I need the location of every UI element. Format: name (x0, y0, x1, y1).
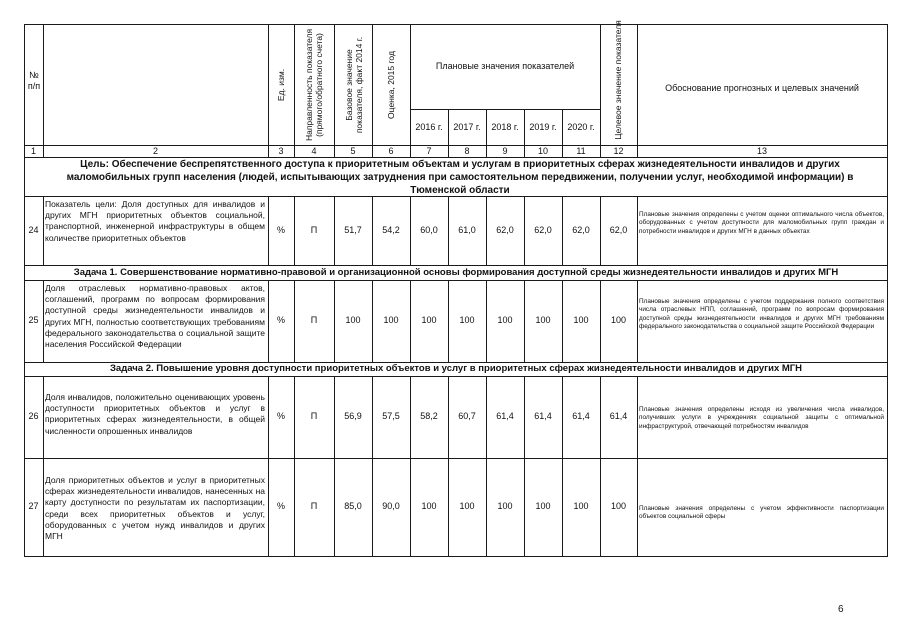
unit: % (276, 411, 285, 421)
justification-text: Плановые значения определены с учетом оценки оптимального числа объектов, оборудованных с учетом доступности для маломобильных групп граждан и потребности инвалидов и других МГН в данных объектах (639, 211, 884, 235)
rule (43, 196, 44, 265)
indicator-name: Доля отраслевых нормативно-правовых актов, соглашений, программ по вопросам формирования доступной среды жизнедеятельности инвалидов и других МГН, полностью соответствующих требованиям федерального законодательства о социальной защите населения Российской Федерации (45, 283, 265, 350)
rule (24, 24, 25, 556)
planned-value: 100 (421, 501, 437, 511)
page-number: 6 (838, 604, 844, 615)
indicator-name: Доля приоритетных объектов и услуг в приоритетных сферах жизнедеятельности инвалидов, нанесенных на карту доступности по результатам их паспортизации, среди всех приоритетных объектов и услуг, оборудованных с учетом нужд инвалидов и других МГН (45, 475, 265, 542)
header-direction (304, 25, 324, 145)
rule (637, 196, 638, 265)
planned-value: 61,4 (534, 411, 552, 421)
indicator-name: Доля инвалидов, положительно оценивающих уровень доступности приоритетных объектов и услуг в приоритетных сферах жизнедеятельности, в общей численности опрошенных инвалидов (45, 392, 265, 436)
header-planned: Плановые значения показателей (435, 61, 575, 71)
row-number: 24 (28, 225, 39, 235)
target-value: 62,0 (609, 225, 628, 235)
column-number: 10 (537, 146, 548, 156)
planned-value: 58,2 (420, 411, 438, 421)
row-number: 27 (28, 501, 39, 511)
goal-text: Цель: Обеспечение беспрепятственного доступа к приоритетным объектам и услугам в приоритетных сферах жизнедеятельности инвалидов и других маломобильных групп населения (людей, испытывающих затруднения при самостоятельном передвижении, получении услуг, необходимой информации) в Тюменской области (66, 159, 854, 196)
planned-value: 100 (497, 315, 513, 325)
planned-value: 61,4 (572, 411, 590, 421)
justification-text: Плановые значения определены с учетом эффективности паспортизации объектов социальной сферы (639, 505, 884, 521)
direction: П (310, 501, 318, 511)
planned-value: 62,0 (534, 225, 552, 235)
planned-value: 100 (421, 315, 437, 325)
unit: % (276, 225, 285, 235)
header-base-text: Базовое значение показателя, факт 2014 г. (344, 36, 364, 134)
column-number: 4 (311, 146, 317, 156)
header-estimate: Оценка, 2015 год (386, 51, 396, 119)
header-justification: Обоснование прогнозных и целевых значений (665, 83, 859, 93)
direction: П (310, 315, 318, 325)
header-target-text: Целевое значение показателя (613, 20, 623, 140)
rule (24, 556, 888, 557)
column-number: 8 (464, 146, 470, 156)
rule (268, 24, 269, 157)
justification-text: Плановые значения определены с учетом поддержания полного соответствия числа отраслевых НПП, соглашений, программ по вопросам формирования доступной среды жизнедеятельности инвалидов и других МГН требованиям федерального законодательства о социальной защите Российской Федерации (639, 298, 884, 331)
rule (24, 265, 888, 266)
estimate-2015: 100 (383, 315, 399, 325)
column-number: 3 (278, 146, 284, 156)
column-number: 9 (502, 146, 508, 156)
planned-value: 100 (497, 501, 513, 511)
target-value: 61,4 (609, 411, 628, 421)
planned-value: 61,4 (496, 411, 514, 421)
planned-value: 100 (573, 501, 589, 511)
rule (43, 458, 44, 556)
planned-value: 62,0 (572, 225, 590, 235)
planned-value: 100 (459, 315, 475, 325)
target-value: 100 (610, 501, 627, 511)
header-base (344, 25, 364, 145)
base-value: 51,7 (344, 225, 362, 235)
rule (24, 458, 888, 459)
indicator-name: Показатель цели: Доля доступных для инвалидов и других МГН приоритетных объектов социальной, транспортной, инженерной инфраструктуры в общем количестве приоритетных объектов (45, 199, 265, 243)
header-number-label: № п/п (27, 70, 41, 91)
column-number: 1 (30, 146, 36, 156)
unit: % (276, 315, 285, 325)
rule (637, 376, 638, 458)
rule (887, 24, 888, 556)
planned-value: 60,0 (420, 225, 438, 235)
header-year-1: 2016 г. (415, 122, 443, 132)
row-number: 25 (28, 315, 39, 325)
rule (637, 280, 638, 362)
planned-value: 62,0 (496, 225, 514, 235)
column-number: 6 (388, 146, 394, 156)
justification-text: Плановые значения определены исходя из увеличения числа инвалидов, получивших услуги в учреждениях социальной защиты с оптимальной инфраструктурой, отвечающей потребностям инвалидов (639, 406, 884, 430)
base-value: 100 (345, 315, 361, 325)
column-number: 12 (613, 146, 624, 156)
rule (24, 280, 888, 281)
header-direction-text: Направленность показателя (прямого/обратного счета) (304, 28, 324, 142)
base-value: 85,0 (344, 501, 362, 511)
column-number: 7 (426, 146, 432, 156)
planned-value: 60,7 (458, 411, 476, 421)
estimate-2015: 90,0 (382, 501, 400, 511)
header-target (613, 20, 623, 140)
task-2: Задача 2. Повышение уровня доступности приоритетных объектов и услуг в приоритетных сферах жизнедеятельности инвалидов и других МГН (109, 363, 803, 374)
planned-value: 100 (459, 501, 475, 511)
base-value: 56,9 (344, 411, 362, 421)
row-number: 26 (28, 411, 39, 421)
unit: % (276, 501, 285, 511)
rule (334, 24, 335, 157)
rule (43, 24, 44, 157)
header-unit: Ед. изм. (276, 68, 286, 102)
planned-value: 61,0 (458, 225, 476, 235)
planned-value: 100 (573, 315, 589, 325)
estimate-2015: 54,2 (382, 225, 400, 235)
direction: П (310, 225, 318, 235)
direction: П (310, 411, 318, 421)
header-year-5: 2020 г. (567, 122, 595, 132)
header-year-3: 2018 г. (491, 122, 519, 132)
rule (24, 24, 888, 25)
header-year-2: 2017 г. (453, 122, 481, 132)
column-number: 2 (152, 146, 158, 156)
rule (43, 376, 44, 458)
task-1: Задача 1. Совершенствование нормативно-правовой и организационной основы формирования доступной среды жизнедеятельности инвалидов и других МГН (73, 267, 839, 278)
rule (410, 24, 411, 157)
rule (410, 109, 600, 110)
column-number: 13 (756, 146, 767, 156)
target-value: 100 (610, 315, 627, 325)
rule (294, 24, 295, 157)
rule (24, 376, 888, 377)
rule (600, 24, 601, 157)
column-number: 11 (576, 146, 586, 156)
planned-value: 100 (535, 315, 551, 325)
rule (43, 280, 44, 362)
header-year-4: 2019 г. (529, 122, 557, 132)
rule (637, 24, 638, 157)
column-number: 5 (350, 146, 356, 156)
planned-value: 100 (535, 501, 551, 511)
rule (637, 458, 638, 556)
estimate-2015: 57,5 (382, 411, 400, 421)
rule (372, 24, 373, 157)
